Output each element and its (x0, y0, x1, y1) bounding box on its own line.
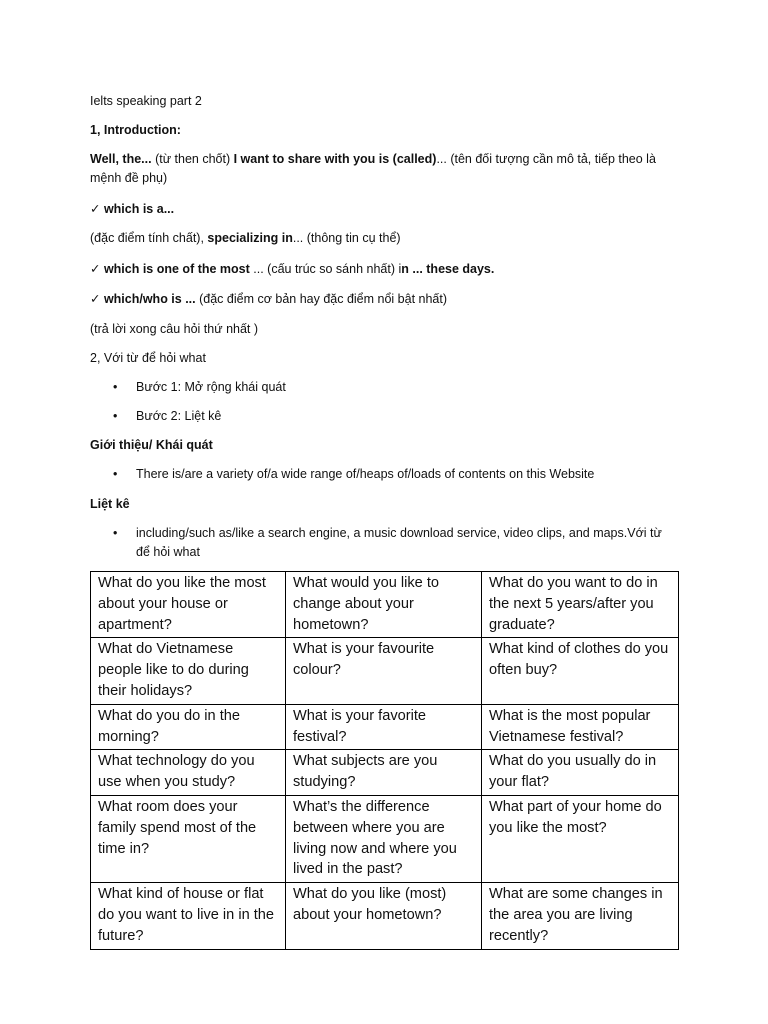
list-heading: Liệt kê (90, 497, 130, 511)
question-cell: What part of your home do you like the most? (482, 795, 679, 882)
question-cell: What subjects are you studying? (286, 750, 482, 796)
question-cell: What do you want to do in the next 5 years/after you graduate? (482, 572, 679, 638)
table-row (91, 883, 679, 949)
question-cell: What kind of house or flat do you want to live in in the future? (91, 883, 286, 949)
question-cell: What is your favorite festival? (286, 704, 482, 750)
intro-heading: 1, Introduction: (90, 123, 181, 137)
step-2: Bước 2: Liệt kê (136, 409, 222, 423)
question-cell: What technology do you use when you study? (91, 750, 286, 796)
answered-note: (trả lời xong câu hỏi thứ nhất ) (90, 322, 259, 336)
trait-note: (đặc điểm tính chất), (90, 231, 208, 245)
superlative-note: ... (cấu trúc so sánh nhất) (249, 262, 399, 276)
question-cell: What do you usually do in your flat? (482, 750, 679, 796)
question-cell: What room does your family spend most of the time in? (91, 795, 286, 882)
question-cell: What are some changes in the area you are living recently? (482, 883, 679, 949)
intro-phrase: I want to share with you is (called) (233, 152, 437, 166)
superlative-i: i (398, 262, 402, 276)
bullet-dot: • (113, 409, 118, 423)
specializing-phrase: specializing in (207, 231, 293, 245)
whowhich-note: (đặc điểm cơ bản hay đặc điểm nổi bật nhất) (195, 292, 448, 306)
question-cell: What is the most popular Vietnamese festival? (482, 704, 679, 750)
doc-title: Ielts speaking part 2 (90, 94, 202, 108)
step-1: Bước 1: Mở rộng khái quát (136, 380, 286, 394)
bullet-dot: • (113, 380, 118, 394)
bullet-dot: • (113, 526, 118, 540)
question-cell: What would you like to change about your hometown? (286, 572, 482, 638)
intro-keyword: Well, the... (90, 152, 152, 166)
intro-line (90, 150, 690, 188)
table-row (91, 750, 679, 796)
these-days-phrase: n ... these days. (401, 262, 495, 276)
intro-general-heading: Giới thiệu/ Khái quát (90, 438, 213, 452)
superlative-phrase: ✓ which is one of the most (90, 262, 250, 276)
question-cell: What do you like the most about your house or apartment? (91, 572, 286, 638)
question-cell: What kind of clothes do you often buy? (482, 638, 679, 704)
intro-note-1: (từ then chốt) (151, 152, 234, 166)
what-heading: 2, Với từ để hỏi what (90, 351, 206, 365)
whowhich-line (90, 290, 690, 309)
trait-line (90, 229, 690, 248)
question-cell: What do Vietnamese people like to do during their holidays? (91, 638, 286, 704)
trait-detail: ... (thông tin cụ thể) (292, 231, 401, 245)
table-row (91, 704, 679, 750)
list-bullet: including/such as/like a search engine, a music download service, video clips, and maps.Với từ để hỏi what (136, 526, 662, 559)
superlative-line (90, 260, 690, 279)
question-cell: What’s the difference between where you are living now and where you lived in the past? (286, 795, 482, 882)
question-cell: What is your favourite colour? (286, 638, 482, 704)
question-cell: What do you do in the morning? (91, 704, 286, 750)
whowhich-phrase: ✓ which/who is ... (90, 292, 196, 306)
questions-table (90, 571, 679, 950)
intro-general-bullet: There is/are a variety of/a wide range of/heaps of/loads of contents on this Website (136, 467, 595, 481)
table-row (91, 795, 679, 882)
table-row (91, 572, 679, 638)
intro-note-2: ... (tên đối tượng cần mô tả, tiếp theo là mệnh đề phụ) (90, 152, 656, 185)
question-cell: What do you like (most) about your hometown? (286, 883, 482, 949)
table-row (91, 638, 679, 704)
bullet-dot: • (113, 467, 118, 481)
which-is-a-line: ✓ which is a... (90, 202, 175, 216)
